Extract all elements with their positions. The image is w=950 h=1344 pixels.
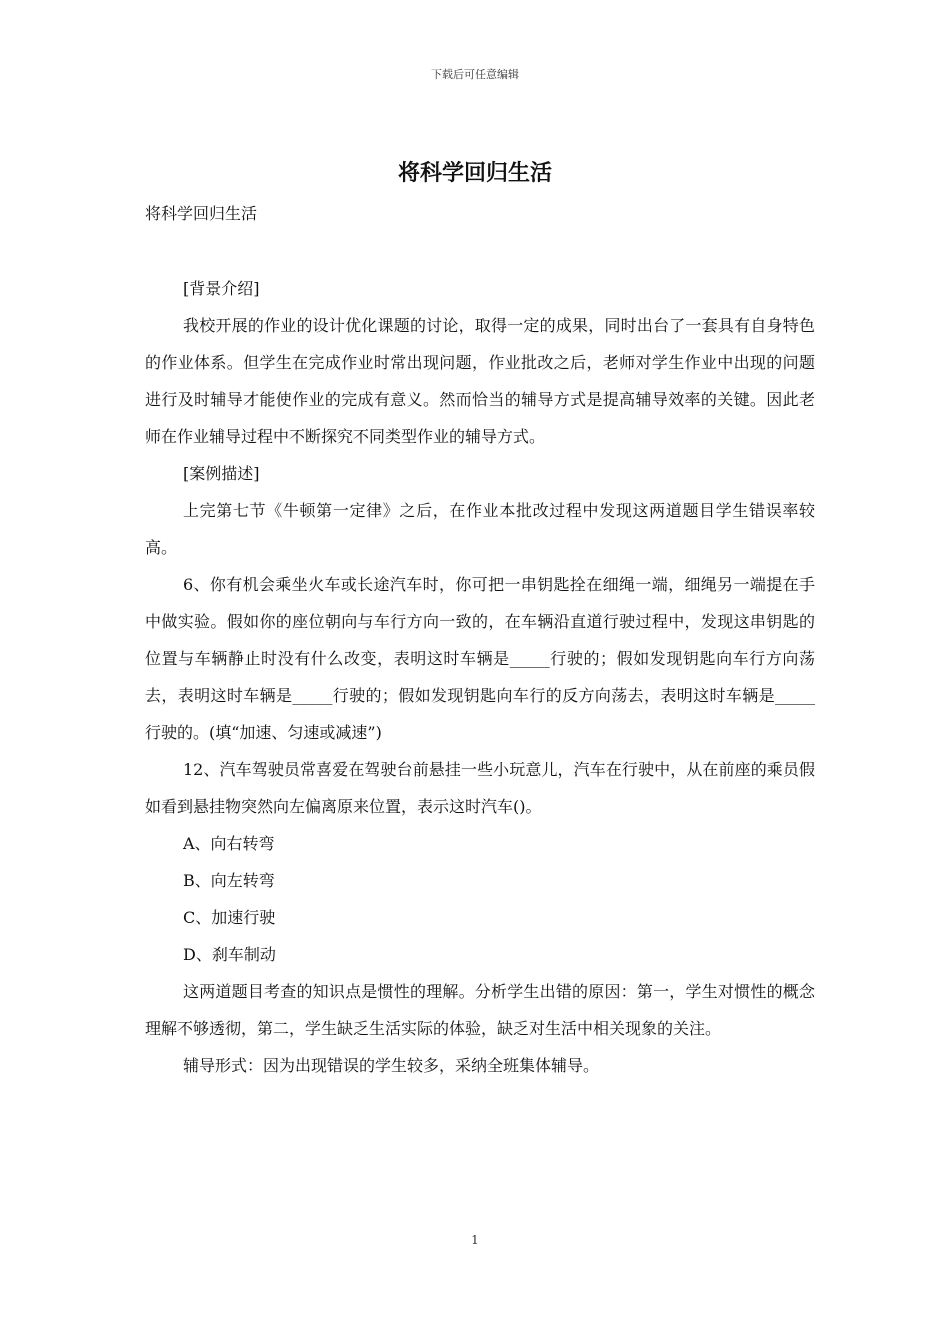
tutoring-paragraph: 辅导形式：因为出现错误的学生较多，采纳全班集体辅导。 xyxy=(183,1056,600,1075)
background-paragraph: 我校开展的作业的设计优化课题的讨论，取得一定的成果，同时出台了一套具有自身特色的作业体系。但学生在完成作业时常出现问题，作业批改之后，老师对学生作业中出现的问题进行及时辅导才能使作业的完成有意义。然而恰当的辅导方式是提高辅导效率的关键。因此老师在作业辅导过程中不断探究不同类型作业的辅导方式。 xyxy=(145,316,815,446)
page-header: 下载后可任意编辑 xyxy=(431,68,519,81)
case-paragraph: 上完第七节《牛顿第一定律》之后，在作业本批改过程中发现这两道题目学生错误率较高。 xyxy=(145,501,815,557)
question-12: 12、汽车驾驶员常喜爱在驾驶台前悬挂一些小玩意儿，汽车在行驶中，从在前座的乘员假如看到悬挂物突然向左偏离原来位置，表示这时汽车()。 xyxy=(145,760,815,816)
option-b: B、向左转弯 xyxy=(183,871,275,890)
case-heading: [案例描述] xyxy=(183,464,260,483)
document-title: 将科学回归生活 xyxy=(397,161,552,186)
option-a: A、向右转弯 xyxy=(183,834,275,853)
analysis-paragraph: 这两道题目考查的知识点是惯性的理解。分析学生出错的原因：第一，学生对惯性的概念理解不够透彻，第二，学生缺乏生活实际的体验，缺乏对生活中相关现象的关注。 xyxy=(145,982,815,1038)
background-heading: [背景介绍] xyxy=(183,279,260,298)
document-subtitle: 将科学回归生活 xyxy=(145,204,258,223)
page-number: 1 xyxy=(471,1233,479,1247)
question-6: 6、你有机会乘坐火车或长途汽车时，你可把一串钥匙拴在细绳一端，细绳另一端提在手中做实验。假如你的座位朝向与车行方向一致的，在车辆沿直道行驶过程中，发现这串钥匙的位置与车辆静止时没有什么改变，表明这时车辆是_____行驶的；假如发现钥匙向车行方向荡去，表明这时车辆是_____行驶的；假如发现钥匙向车行的反方向荡去，表明这时车辆是_____行驶的。(填“加速、匀速或减速”) xyxy=(145,575,815,742)
option-d: D、刹车制动 xyxy=(183,945,276,964)
option-c: C、加速行驶 xyxy=(183,908,276,927)
document-body xyxy=(145,270,815,1084)
